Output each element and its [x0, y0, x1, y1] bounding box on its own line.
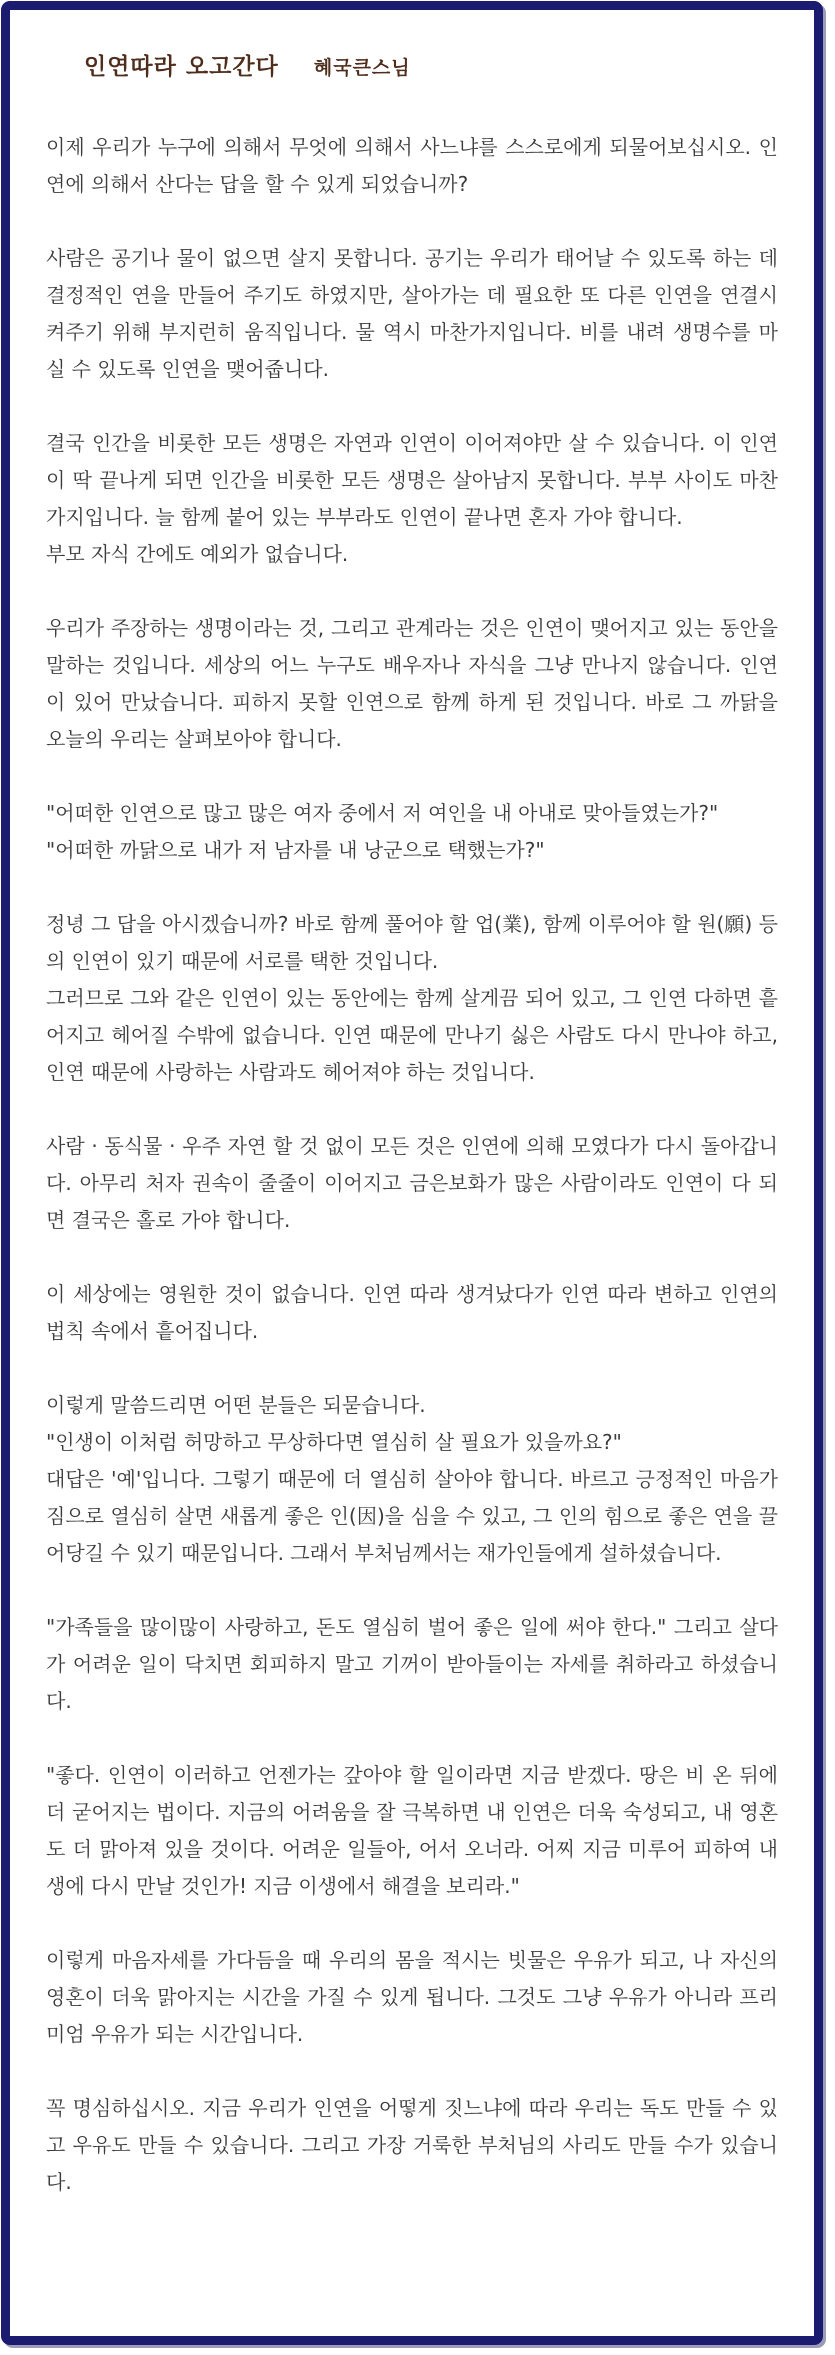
paragraph: 꼭 명심하십시오. 지금 우리가 인연을 어떻게 짓느냐에 따라 우리는 독도 만들 수 있고 우유도 만들 수 있습니다. 그리고 가장 거룩한 부처님의 사리도 만들 수가 있습니다. [46, 2096, 778, 2194]
paragraph: 이렇게 마음자세를 가다듬을 때 우리의 몸을 적시는 빗물은 우유가 되고, 나 자신의 영혼이 더욱 맑아지는 시간을 가질 수 있게 됩니다. 그것도 그냥 우유가 아니라 프리미엄 우유가 되는 시간입니다. [46, 1948, 778, 2046]
page-title: 인연따라 오고간다 [84, 54, 279, 80]
paragraph: 이 세상에는 영원한 것이 없습니다. 인연 따라 생겨났다가 인연 따라 변하고 인연의 법칙 속에서 흩어집니다. [46, 1282, 778, 1343]
paragraph: 우리가 주장하는 생명이라는 것, 그리고 관계라는 것은 인연이 맺어지고 있는 동안을 말하는 것입니다. 세상의 어느 누구도 배우자나 자식을 그냥 만나지 않습니다. 인연이 있어 만났습니다. 피하지 못할 인연으로 함께 하게 된 것입니다. 바로 그 까닭을 오늘의 우리는 살펴보아야 합니다. [46, 616, 778, 751]
paragraph: 이렇게 말씀드리면 어떤 분들은 되묻습니다. "인생이 이처럼 허망하고 무상하다면 열심히 살 필요가 있을까요?" 대답은 '예'입니다. 그렇기 때문에 더 열심히 살아야 합니다. 바르고 긍정적인 마음가짐으로 열심히 살면 새롭게 좋은 인(因)을 심을 수 있고, 그 인의 힘으로 좋은 연을 끌어당길 수 있기 때문입니다. 그래서 부처님께서는 재가인들에게 설하셨습니다. [46, 1393, 778, 1565]
document-frame [1, 1, 823, 2345]
body-text [46, 129, 778, 2201]
paragraph: 이제 우리가 누구에 의해서 무엇에 의해서 사느냐를 스스로에게 되물어보십시오. 인연에 의해서 산다는 답을 할 수 있게 되었습니까? [46, 135, 778, 196]
title-row [46, 40, 778, 81]
paragraph: 사람 · 동식물 · 우주 자연 할 것 없이 모든 것은 인연에 의해 모였다가 다시 돌아갑니다. 아무리 처자 권속이 줄줄이 이어지고 금은보화가 많은 사람이라도 인연이 다 되면 결국은 홀로 가야 합니다. [46, 1134, 778, 1232]
author-name: 혜국큰스님 [313, 57, 411, 79]
paragraph: "좋다. 인연이 이러하고 언젠가는 갚아야 할 일이라면 지금 받겠다. 땅은 비 온 뒤에 더 굳어지는 법이다. 지금의 어려움을 잘 극복하면 내 인연은 더욱 숙성되고, 내 영혼도 더 맑아져 있을 것이다. 어려운 일들아, 어서 오너라. 어찌 지금 미루어 피하여 내생에 다시 만날 것인가! 지금 이생에서 해결을 보리라." [46, 1763, 778, 1898]
paragraph: 사람은 공기나 물이 없으면 살지 못합니다. 공기는 우리가 태어날 수 있도록 하는 데 결정적인 연을 만들어 주기도 하였지만, 살아가는 데 필요한 또 다른 인연을 연결시켜주기 위해 부지런히 움직입니다. 물 역시 마찬가지입니다. 비를 내려 생명수를 마실 수 있도록 인연을 맺어줍니다. [46, 246, 778, 381]
paragraph: 정녕 그 답을 아시겠습니까? 바로 함께 풀어야 할 업(業), 함께 이루어야 할 원(願) 등의 인연이 있기 때문에 서로를 택한 것입니다. 그러므로 그와 같은 인연이 있는 동안에는 함께 살게끔 되어 있고, 그 인연 다하면 흩어지고 헤어질 수밖에 없습니다. 인연 때문에 만나기 싫은 사람도 다시 만나야 하고, 인연 때문에 사랑하는 사람과도 헤어져야 하는 것입니다. [46, 912, 778, 1084]
paragraph: 결국 인간을 비롯한 모든 생명은 자연과 인연이 이어져야만 살 수 있습니다. 이 인연이 딱 끝나게 되면 인간을 비롯한 모든 생명은 살아남지 못합니다. 부부 사이도 마찬가지입니다. 늘 함께 붙어 있는 부부라도 인연이 끝나면 혼자 가야 합니다. 부모 자식 간에도 예외가 없습니다. [46, 431, 778, 566]
paragraph: "어떠한 인연으로 많고 많은 여자 중에서 저 여인을 내 아내로 맞아들였는가?" "어떠한 까닭으로 내가 저 남자를 내 낭군으로 택했는가?" [46, 801, 719, 862]
paragraph: "가족들을 많이많이 사랑하고, 돈도 열심히 벌어 좋은 일에 써야 한다." 그리고 살다가 어려운 일이 닥치면 회피하지 말고 기꺼이 받아들이는 자세를 취하라고 하셨습니다. [46, 1615, 778, 1713]
